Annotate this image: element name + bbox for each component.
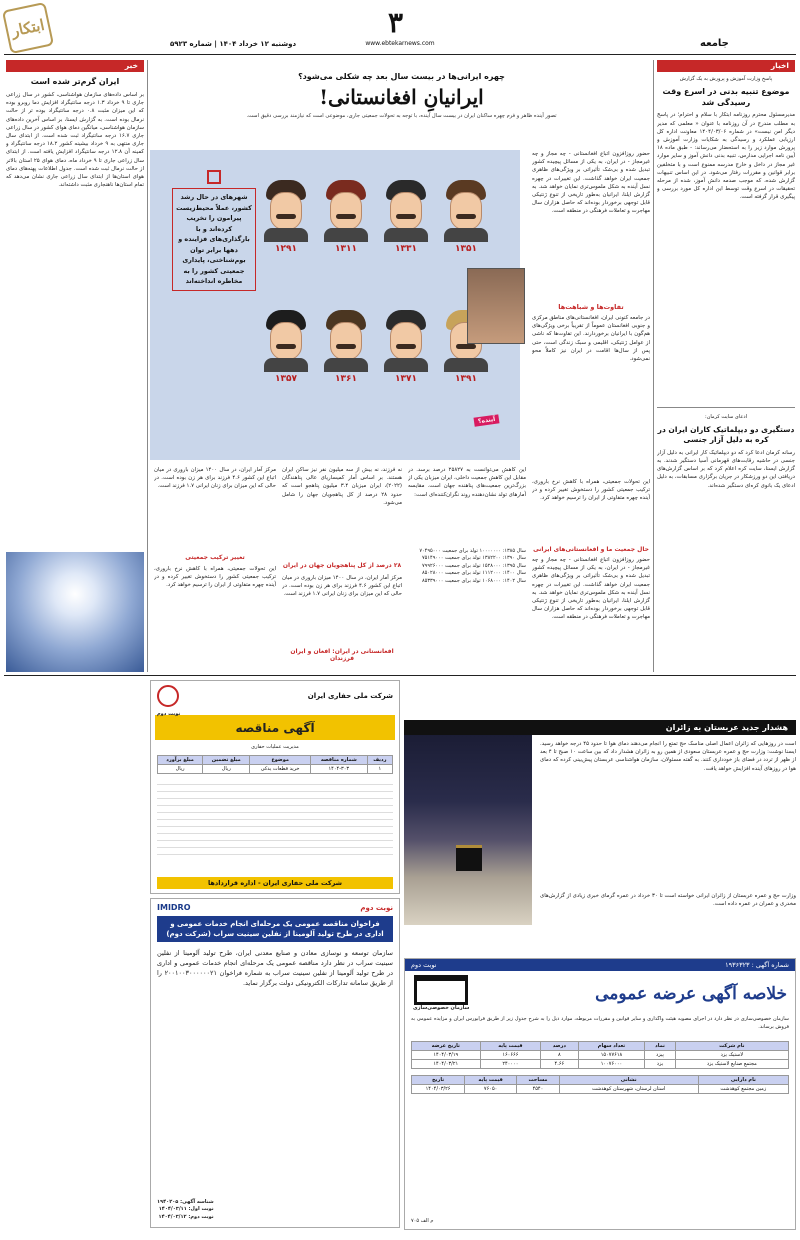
imidro-date: نوبت اول: ۱۴۰۴/۰۳/۱۱: [158, 1206, 214, 1213]
th: نام شرکت: [675, 1042, 788, 1051]
year-label: ۱۳۵۱: [455, 244, 477, 254]
td: استان لرستان، شهرستان کوهدشت: [559, 1085, 698, 1094]
left-body: بر اساس داده‌های سازمان هواشناسی، کشور در سال زراعی جاری تا ۹ خرداد ۱.۳ درجه سانتیگراد افزایش دما روبرو بوده که این میزان مثبت ۰.۸ درجه سانتیگراد بوده تر از حالت نرمال بوده است. به گزارش ایسنا، بر اساس آخرین داده‌های سازمان هواشناسی، میانگین دمای هوای کشور در سال زراعی جاری ۱۶.۷ درجه سانتیگراد ثبت شده است. از ابتدای سال جاری منتهی به ۹ خرداد بیشینه کشور ۱۸.۲ درجه سانتیگراد و کمینه آن ۱۲.۸ درجه سانتیگراد افزایش یافته است. از ابتدای سال زراعی جاری تا ۹ خرداد ماه، دمای هوای ۲۵ استان بالاتر از حالت نرمال ثبت شده است. جدول اطلاعات پهنه‌های دمای هوای استان‌ها از ابتدای سال زراعی جاری نشان می‌دهد که تمام استان‌ها ناهنجاری مثبت داشته‌اند.: [6, 92, 144, 189]
births-item: سال ۱۴۰۲: ۱۰۶۸۰۰۰ تولد برای جمعیت ۸۵۳۳۹۰۰۰: [421, 577, 526, 584]
cartoon-face: [260, 310, 312, 372]
item1-body: مدیرمسئول محترم روزنامه ابتکار با سلام و احترام؛ در پاسخ به مطلب مندرج در آن روزنامه با عنوان « معلمی که مدیر دیگر امن نیست» در شماره ۱۴۰۴/۰۳/۰۶ معاونت اداره کل ارزیابی عملکرد و رسیدگی به شکایات وزارت آموزش و پرورش موارد زیر را به استحضار می‌رساند: - طبق ماده ۱۸ آیین نامه اجرایی مدارس، تنبیه بدنی دانش آموز و سایر موارد غیر مجاز در داخل و خارج مدرسه ممنوع است و با متخلفین برابر قوانین و مقررات رفتار می‌شود. در این اساس تنبیهات گزارش شده، که موجب صدمه دانش آموز، شده از مرحله تحقیقات در اسرع وقت توسط این اداره کل مورد بررسی و پیگیری قرار گرفته است.: [657, 112, 795, 201]
feature-col3-sub: ۲۸ درصد از کل پناهجویان جهان در ایران: [282, 562, 402, 569]
th: قیمت پایه: [465, 1076, 517, 1085]
td: ۲۴۰۰۰۰: [480, 1060, 541, 1069]
sun-sky-photo: [6, 552, 144, 672]
td: ریال: [203, 765, 250, 774]
tender-label: نوبت دوم: [157, 711, 181, 717]
imidro-date: شناسه آگهی: ۱۹۴۰۲۰۵: [157, 1198, 214, 1205]
tender-company: شرکت ملی حفاری ایران: [307, 692, 393, 700]
feature-col4: مرکز آمار ایران، در سال ۱۴۰۰ میزان باروری در میان اتباع این کشور ۴.۶ فرزند برای هر زن بوده است. در حالی که این میزان برای زنان ایرانی ۱.۷ فرزند است.: [154, 467, 276, 490]
feature-col3-body2: مرکز آمار ایران، در سال ۱۴۰۰ میزان باروری در میان اتباع این کشور ۴.۶ فرزند برای هر زن بوده است. در حالی که این میزان برای زنان ایرانی ۱.۷ فرزند است.: [282, 575, 402, 598]
births-item: سال ۱۳۹۵: ۱۵۲۸۰۰۰ تولد برای جمعیت ۷۹۹۲۶۰۰۰: [421, 562, 526, 569]
ad-title: خلاصه آگهی عرضه عمومی: [595, 983, 787, 1004]
column-rule: [147, 60, 148, 672]
ad-label: نوبت دوم: [411, 961, 437, 969]
tender-title: آگهی مناقصه: [155, 715, 395, 740]
tender-footer: شرکت ملی حفاری ایران - اداره قراردادها: [157, 877, 393, 889]
imidro-date: نوبت دوم: ۱۴۰۴/۰۳/۱۲: [158, 1213, 214, 1220]
feature-lead: تصور آینده ظاهر و فرم چهره ساکنان ایران در بیست سال آینده، با توجه به تحولات جمعیتی جاری، موضوعی است که نیازمند بررسی دقیق است.: [246, 113, 557, 119]
item1-title: موضوع تنبیه بدنی در اسرع وقت رسیدگی شد: [662, 87, 790, 108]
td: ۱۵۰۷۷۶۱۸: [578, 1051, 645, 1060]
feature-headline: ایرانیانِ افغانستانی!: [319, 85, 484, 109]
tender-table: [157, 755, 393, 774]
births-item: سال ۱۴۰۰: ۱۱۱۲۰۰۰ تولد برای جمعیت ۸۵۰۲۸۰۰۰: [421, 570, 526, 577]
td: ۴.۶۶: [541, 1060, 578, 1069]
td: خرید قطعات یدکی: [250, 765, 311, 774]
feature-sidebar: [172, 170, 256, 291]
th: نشانی: [559, 1076, 698, 1085]
left-column: [6, 60, 144, 496]
year-label: ۱۳۹۱: [455, 374, 477, 384]
th: تاریخ عرضه: [412, 1042, 481, 1051]
feature-col1-extra: این تحولات جمعیتی، همراه با کاهش نرخ باروری، ترکیب جمعیتی کشور را دستخوش تغییر کرده و در آینده چهره متفاوتی از ایران را ترسیم خواهد کرد.: [532, 479, 650, 502]
page-number: ۳: [388, 6, 404, 39]
kaaba-photo: [404, 735, 532, 925]
th: ردیف: [367, 756, 392, 765]
feature-col1-body2: در جامعه کنونی ایران، افغانستانی‌های مناطق مرکزی و جنوبی افغانستان عموماً از تقریباً برخی ویژگی‌های هم‌گون با ایرانیان برخوردارند. این تفاوت‌ها که ناشی از عوامل ژنتیکی، اقلیمی و سبک زندگی است، حتی پس از سال‌ها اقامت در ایران نیز کاملاً محو نمی‌شود.: [532, 315, 650, 363]
td: ۱۴۰۴-۳۰۳: [310, 765, 367, 774]
year-label: ۱۳۷۱: [395, 374, 417, 384]
site-url: www.ebtekarnews.com: [365, 40, 435, 47]
year-label: ۱۳۶۱: [335, 374, 357, 384]
cartoon-face: [380, 310, 432, 372]
org-name: سازمان خصوصی‌سازی: [413, 1005, 470, 1011]
feature-col3-sub2: افغانستانی در ایران: افغان و ایران فرزندان: [290, 648, 394, 662]
th: درصد: [541, 1042, 578, 1051]
td: ۷۶۰۵۰: [465, 1085, 517, 1094]
feature-col4-sub: تغییر ترکیب جمعیتی: [185, 554, 245, 561]
tender-fineprint: [157, 778, 393, 858]
ad-intro: سازمان خصوصی‌سازی در نظر دارد در اجرای مصوبه هیئت واگذاری و سایر قوانین و مقررات مربوطه، موارد ذیل را به شرح جدول زیر از طریق فرابورس ایران و مزایده عمومی به فروش برساند.: [411, 1016, 789, 1030]
hajj-body: است در روزهایی که زائران اعمال اصلی مناسک حج تمتع را انجام می‌دهند دمای هوا تا حدود ۴۵ درجه خواهد رسید. ایسنا نوشت: وزارت حج و عمره عربستان سعودی از همین رو به زائران هشدار داد که بین ساعت ۱۰ صبح تا ۴ بعد از ظهر از تردد در فضای باز خودداری کنند. به گفته مسئولان، سازمان هواشناسی عربستان پیش‌بینی کرده که دمای هوا در روزهای آینده افزایش خواهد یافت.: [540, 741, 796, 772]
feature-col2: این کاهش می‌توانست به ۲۵۸۲۷ درصد برسد. در مقابل این کاهش جمعیت داخلی، ایران میزبان یکی از بزرگ‌ترین جمعیت‌های پناهنده جهان است. مقایسه آمارهای تولد نشان‌دهنده روند نگران‌کننده‌ای است:: [408, 467, 526, 498]
shares-table: [411, 1041, 789, 1069]
td: مجتمع صنایع لاستیک یزد: [675, 1060, 788, 1069]
cartoon-face: [380, 180, 432, 242]
th: نام دارایی: [698, 1076, 788, 1085]
th: شماره مناقصه: [310, 756, 367, 765]
section-rule: [4, 675, 796, 676]
td: ۸: [541, 1051, 578, 1060]
td: ۱۴۰۴/۰۳/۲۶: [412, 1085, 465, 1094]
masthead: [0, 0, 800, 58]
section-name: جامعه: [700, 38, 729, 49]
item2-body: رسانه کرمان ادعا کرد که دو دیپلماتیک کار ایرانی به دلیل آزار جنسی در حاشیه رقابت‌های قهرمانی آسیا دستگیر شدند. به گزارش ایسنا، سایت کره اعلام کرد که بر اساس گزارش‌های دریافتی این دو ورزشکار در جریان برگزاری مسابقات، به دلیل ادعای یک بانوی کره‌ای دستگیر شده‌اند.: [657, 449, 795, 489]
item2-intro: ادعای سایت کرمان:: [705, 414, 747, 421]
item1-intro: پاسخ وزارت آموزش و پرورش به یک گزارش: [679, 76, 773, 82]
cartoon-face: [320, 180, 372, 242]
td: ۱۰۰۷۶۰۰۰: [578, 1060, 645, 1069]
feature-col1-sub: تفاوت‌ها و شباهت‌ها: [558, 303, 624, 311]
td: زمین مجتمع کوهدشت: [698, 1085, 788, 1094]
company-logo-icon: [157, 685, 179, 707]
ad-notice-number: شماره آگهی : ۱۹۳۶۳۲۳: [725, 961, 789, 969]
asset-table: [411, 1075, 789, 1094]
th: مبلغ برآورد: [158, 756, 203, 765]
issue-line: دوشنبه ۱۲ خرداد ۱۴۰۴ | شماره ۵۹۲۳: [170, 40, 297, 48]
th: موضوع: [250, 756, 311, 765]
th: قیمت پایه: [480, 1042, 541, 1051]
tender-ad: [150, 680, 400, 894]
news-tag: اخبار: [657, 60, 795, 72]
header-rule: [4, 54, 796, 55]
column-rule: [653, 60, 654, 672]
births-item: سال ۱۳۹۰: ۱۳۸۲۲۰۰ تولد برای جمعیت ۷۵۱۴۹۰۰۰: [421, 555, 526, 562]
feature-col1: حضور روزافزون اتباع افغانستانی - چه مجاز و چه غیرمجاز - در ایران، به یکی از مسائل پیچیده کشور تبدیل شده و بی‌شک تأثیراتی بر ویژگی‌های ظاهری جمعیت ایران خواهد گذاشت. این تغییرات در چهره نسل آینده به شکل ملموس‌تری نمایان خواهد شد. به گزارش ایلنا، ایرانیان به‌طور تاریخی از تنوع ژنتیکی قابل توجهی برخوردار بوده‌اند که حاصل هزاران سال مهاجرت و تعاملات فرهنگی در منطقه است.: [532, 151, 650, 215]
imidro-title: فراخوان مناقصه عمومی یک مرحله‌ای انجام خدمات عمومی و اداری در طرح تولید آلومینا از نفلین سینیت سراب (شرکت دوم): [157, 916, 393, 942]
hajj-title: هشدار جدید عربستان به زائران: [404, 720, 796, 735]
divider: [657, 407, 795, 408]
feature-article: [150, 60, 653, 119]
td: ۱۴۰۴/۰۳/۲۱: [412, 1060, 481, 1069]
cartoon-face: [320, 310, 372, 372]
item2-title: دستگیری دو دیپلماتیک کاران ایران در کره به دلیل آزار جنسی: [657, 424, 795, 445]
kaaba-shape: [456, 845, 482, 871]
td: ۱: [367, 765, 392, 774]
ad-footer: م الف ۷۰۵: [411, 1217, 434, 1224]
th: تاریخ: [412, 1076, 465, 1085]
quote-icon: [207, 170, 221, 184]
cartoon-face: [440, 180, 492, 242]
th: مساحت: [517, 1076, 560, 1085]
feature-kicker: چهره ایرانی‌ها در بیست سال بعد چه شکلی می‌شود؟: [298, 72, 505, 81]
td: ۱۴۰۴/۰۳/۱۹: [412, 1051, 481, 1060]
year-label: ۱۳۵۷: [275, 374, 297, 384]
public-offering-ad: [404, 958, 796, 1230]
left-title: ایران گرم‌تر شده است: [30, 77, 120, 86]
td: یزد: [645, 1060, 675, 1069]
man-photo: [467, 268, 525, 344]
td: ریال: [158, 765, 203, 774]
year-label: ۱۳۱۱: [335, 244, 357, 254]
future-tag: آینده؟: [473, 414, 499, 426]
right-column: [657, 60, 795, 599]
imidro-logo: IMIDRO: [157, 903, 191, 912]
feature-col1-sub2: حال جمعیت ما و افغانستانی‌های ایرانی: [533, 546, 649, 553]
td: ۴۵۴۰: [517, 1085, 560, 1094]
feature-col4-body2: این تحولات جمعیتی، همراه با کاهش نرخ باروری، ترکیب جمعیتی کشور را دستخوش تغییر کرده و در آینده چهره متفاوتی از ایران را ترسیم خواهد کرد.: [154, 566, 276, 589]
year-label: ۱۲۹۱: [275, 244, 297, 254]
feature-col3: نه فرزند، نه بیش از سه میلیون نفر نیز ساکن ایران هستند. بر اساس آمار کمیساریای عالی پناهندگان (۲۰۲۲)، ایران میزبان ۳.۴ میلیون پناهجو است که حدود ۲۸ درصد از کل پناهجویان جهان را شامل می‌شود.: [282, 467, 402, 506]
th: تعداد سهام: [578, 1042, 645, 1051]
org-logo-icon: [414, 975, 468, 1005]
imidro-body: سازمان توسعه و نوسازی معادن و صنایع معدنی ایران، طرح تولید آلومینا از نفلین سینیت سراب در نظر دارد مناقصه عمومی یک مرحله‌ای انجام خدمات عمومی و اداری در طرح تولید آلومینا از نفلین سینیت سراب به شماره فراخوان ۲۰۰۱۰۰۳۰۰۰۰۰۰۲۱ را از طریق سامانه تدارکات الکترونیکی دولت برگزار نماید.: [157, 949, 393, 987]
feature-col1-body3: حضور روزافزون اتباع افغانستانی - چه مجاز و چه غیرمجاز - در ایران، به یکی از مسائل پیچیده کشور تبدیل شده و بی‌شک تأثیراتی بر ویژگی‌های ظاهری جمعیت ایران خواهد گذاشت. این تغییرات در چهره نسل آینده به شکل ملموس‌تری نمایان خواهد شد. به گزارش ایلنا، ایرانیان به‌طور تاریخی از تنوع ژنتیکی قابل توجهی برخوردار بوده‌اند که حاصل هزاران سال مهاجرت و تعاملات فرهنگی در منطقه است.: [532, 557, 650, 621]
sidebar-text: شهرهای در حال رشد کشور، عملاً محیط‌زیست پیرامون را تخریب کرده‌اند و با بارگذاری‌های فزاینده و دهها برابر توان بوم‌شناختی، پایداری جمعیتی کشور را به مخاطره انداخته‌اند: [172, 188, 256, 291]
cartoon-face: [260, 180, 312, 242]
tender-subtitle: مدیریت عملیات حفاری: [251, 744, 299, 750]
th: نماد: [645, 1042, 675, 1051]
imidro-label: نوبت دوم: [360, 903, 393, 912]
imidro-ad: [150, 898, 400, 1228]
year-label: ۱۳۳۱: [395, 244, 417, 254]
newspaper-logo: ابتکار: [2, 2, 54, 54]
th: مبلغ تضمین: [203, 756, 250, 765]
births-list: [408, 548, 526, 585]
births-item: سال ۱۳۸۵: ۱۰۰۰۰۰۰۰ تولد برای جمعیت ۷۰۴۹۵۰۰۰: [419, 548, 526, 554]
td: پیزد: [645, 1051, 675, 1060]
news-tag-left: خبر: [6, 60, 144, 72]
td: لاستیک یزد: [675, 1051, 788, 1060]
td: ۱۶۰۶۶۶: [480, 1051, 541, 1060]
hajj-body2: وزارت حج و عمره عربستان از زائران ایرانی خواسته است تا ۳۰ خرداد در عمره گرمای خبری زیادی از گزارش‌های مخدری و عمران در عمره داده است.: [540, 893, 796, 908]
